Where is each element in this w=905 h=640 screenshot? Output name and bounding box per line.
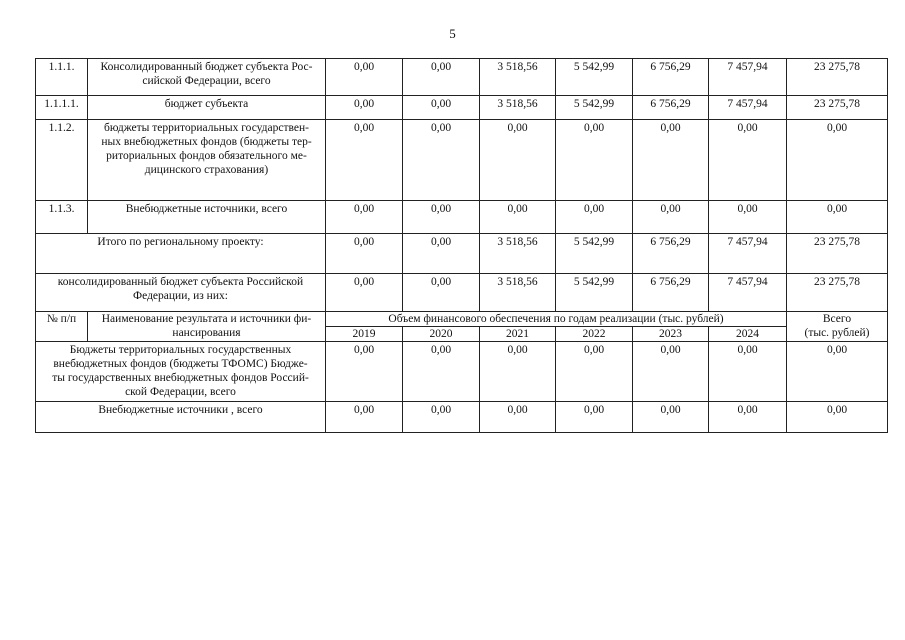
summary-name-line: консолидированный бюджет субъекта Российской <box>57 276 304 288</box>
value-2019: 0,00 <box>326 201 403 234</box>
value-2023: 0,00 <box>633 402 709 433</box>
row-name <box>88 96 326 120</box>
summary-name <box>36 274 326 312</box>
value-total: 23 275,78 <box>787 274 888 312</box>
value-2019: 0,00 <box>326 342 403 402</box>
value-2019: 0,00 <box>326 234 403 274</box>
value-2020: 0,00 <box>403 402 480 433</box>
row-code: 1.1.1.1. <box>36 96 88 120</box>
value-2022: 5 542,99 <box>556 59 633 96</box>
table-row <box>36 342 888 402</box>
row-code: 1.1.3. <box>36 201 88 234</box>
header-volume: Объем финансового обеспечения по годам реализации (тыс. рублей) <box>326 312 787 327</box>
value-2022: 5 542,99 <box>556 234 633 274</box>
value-2022: 0,00 <box>556 201 633 234</box>
value-total: 0,00 <box>787 201 888 234</box>
financing-table <box>35 58 888 433</box>
summary-name-line: Федерации, из них: <box>133 290 228 302</box>
value-2021: 0,00 <box>480 402 556 433</box>
row-name-line: Внебюджетные источники , всего <box>98 404 263 416</box>
header-total-line: (тыс. рублей) <box>804 327 870 339</box>
header-year: 2023 <box>633 327 709 342</box>
value-2020: 0,00 <box>403 234 480 274</box>
table-row <box>36 59 888 96</box>
row-name-line: Внебюджетные источники, всего <box>125 203 288 215</box>
value-2023: 6 756,29 <box>633 234 709 274</box>
value-2019: 0,00 <box>326 120 403 201</box>
value-2024: 0,00 <box>709 120 787 201</box>
header-total-line: Всего <box>822 313 852 325</box>
table-row <box>36 402 888 433</box>
value-2021: 3 518,56 <box>480 96 556 120</box>
row-name-line: Консолидированный бюджет субъекта Рос- <box>100 61 313 73</box>
value-2022: 0,00 <box>556 120 633 201</box>
value-2019: 0,00 <box>326 274 403 312</box>
header-year: 2024 <box>709 327 787 342</box>
value-2023: 0,00 <box>633 342 709 402</box>
value-2022: 5 542,99 <box>556 96 633 120</box>
value-2020: 0,00 <box>403 342 480 402</box>
summary-name <box>36 234 326 274</box>
table-row <box>36 96 888 120</box>
value-2024: 0,00 <box>709 201 787 234</box>
value-2024: 0,00 <box>709 402 787 433</box>
header-name-line: нансирования <box>172 327 241 339</box>
value-2021: 3 518,56 <box>480 59 556 96</box>
value-2024: 7 457,94 <box>709 96 787 120</box>
row-name-line: Бюджеты территориальных государственных <box>69 344 292 356</box>
table-row <box>36 120 888 201</box>
row-code: 1.1.2. <box>36 120 88 201</box>
row-name <box>88 120 326 201</box>
header-year: 2022 <box>556 327 633 342</box>
value-2023: 6 756,29 <box>633 96 709 120</box>
value-total: 23 275,78 <box>787 59 888 96</box>
value-2020: 0,00 <box>403 201 480 234</box>
value-2019: 0,00 <box>326 96 403 120</box>
value-2021: 3 518,56 <box>480 274 556 312</box>
value-2024: 7 457,94 <box>709 274 787 312</box>
row-code: 1.1.1. <box>36 59 88 96</box>
value-2023: 6 756,29 <box>633 59 709 96</box>
value-total: 23 275,78 <box>787 96 888 120</box>
header-year: 2019 <box>326 327 403 342</box>
header-name-line: Наименование результата и источники фи- <box>101 313 312 325</box>
row-name <box>36 342 326 402</box>
value-2020: 0,00 <box>403 96 480 120</box>
value-total: 0,00 <box>787 342 888 402</box>
value-2021: 0,00 <box>480 201 556 234</box>
value-2019: 0,00 <box>326 402 403 433</box>
row-name-line: сийской Федерации, всего <box>142 75 271 87</box>
value-2022: 0,00 <box>556 402 633 433</box>
value-2024: 7 457,94 <box>709 234 787 274</box>
summary-name-line: Итого по региональному проекту: <box>97 236 264 248</box>
header-name <box>88 312 326 342</box>
value-2021: 0,00 <box>480 342 556 402</box>
row-name-line: риториальных фондов обязательного ме- <box>106 150 307 162</box>
value-2023: 6 756,29 <box>633 274 709 312</box>
value-2024: 7 457,94 <box>709 59 787 96</box>
value-2019: 0,00 <box>326 59 403 96</box>
row-name-line: ты государственных внебюджетных фондов Россий- <box>52 372 309 384</box>
value-2022: 5 542,99 <box>556 274 633 312</box>
header-year: 2021 <box>480 327 556 342</box>
summary-row <box>36 274 888 312</box>
value-total: 23 275,78 <box>787 234 888 274</box>
row-name <box>36 402 326 433</box>
page-number: 5 <box>449 26 456 41</box>
value-2021: 3 518,56 <box>480 234 556 274</box>
row-name <box>88 59 326 96</box>
value-2022: 0,00 <box>556 342 633 402</box>
value-2023: 0,00 <box>633 201 709 234</box>
header-total <box>787 312 888 342</box>
value-total: 0,00 <box>787 402 888 433</box>
row-name-line: ных внебюджетных фондов (бюджеты тер- <box>101 136 312 148</box>
value-2020: 0,00 <box>403 59 480 96</box>
value-2020: 0,00 <box>403 274 480 312</box>
row-name-line: внебюджетных фондов (бюджеты ТФОМС) Бюдже- <box>53 358 308 370</box>
row-name-line: дицинского страхования) <box>144 164 269 176</box>
header-year: 2020 <box>403 327 480 342</box>
table-row <box>36 201 888 234</box>
value-2020: 0,00 <box>403 120 480 201</box>
row-name-line: ской Федерации, всего <box>125 386 236 398</box>
header-row <box>36 312 888 327</box>
value-total: 0,00 <box>787 120 888 201</box>
summary-row <box>36 234 888 274</box>
header-num: № п/п <box>36 312 88 342</box>
row-name-line: бюджет субъекта <box>164 98 249 110</box>
row-name-line: бюджеты территориальных государствен- <box>104 122 309 134</box>
row-name <box>88 201 326 234</box>
value-2023: 0,00 <box>633 120 709 201</box>
value-2021: 0,00 <box>480 120 556 201</box>
value-2024: 0,00 <box>709 342 787 402</box>
